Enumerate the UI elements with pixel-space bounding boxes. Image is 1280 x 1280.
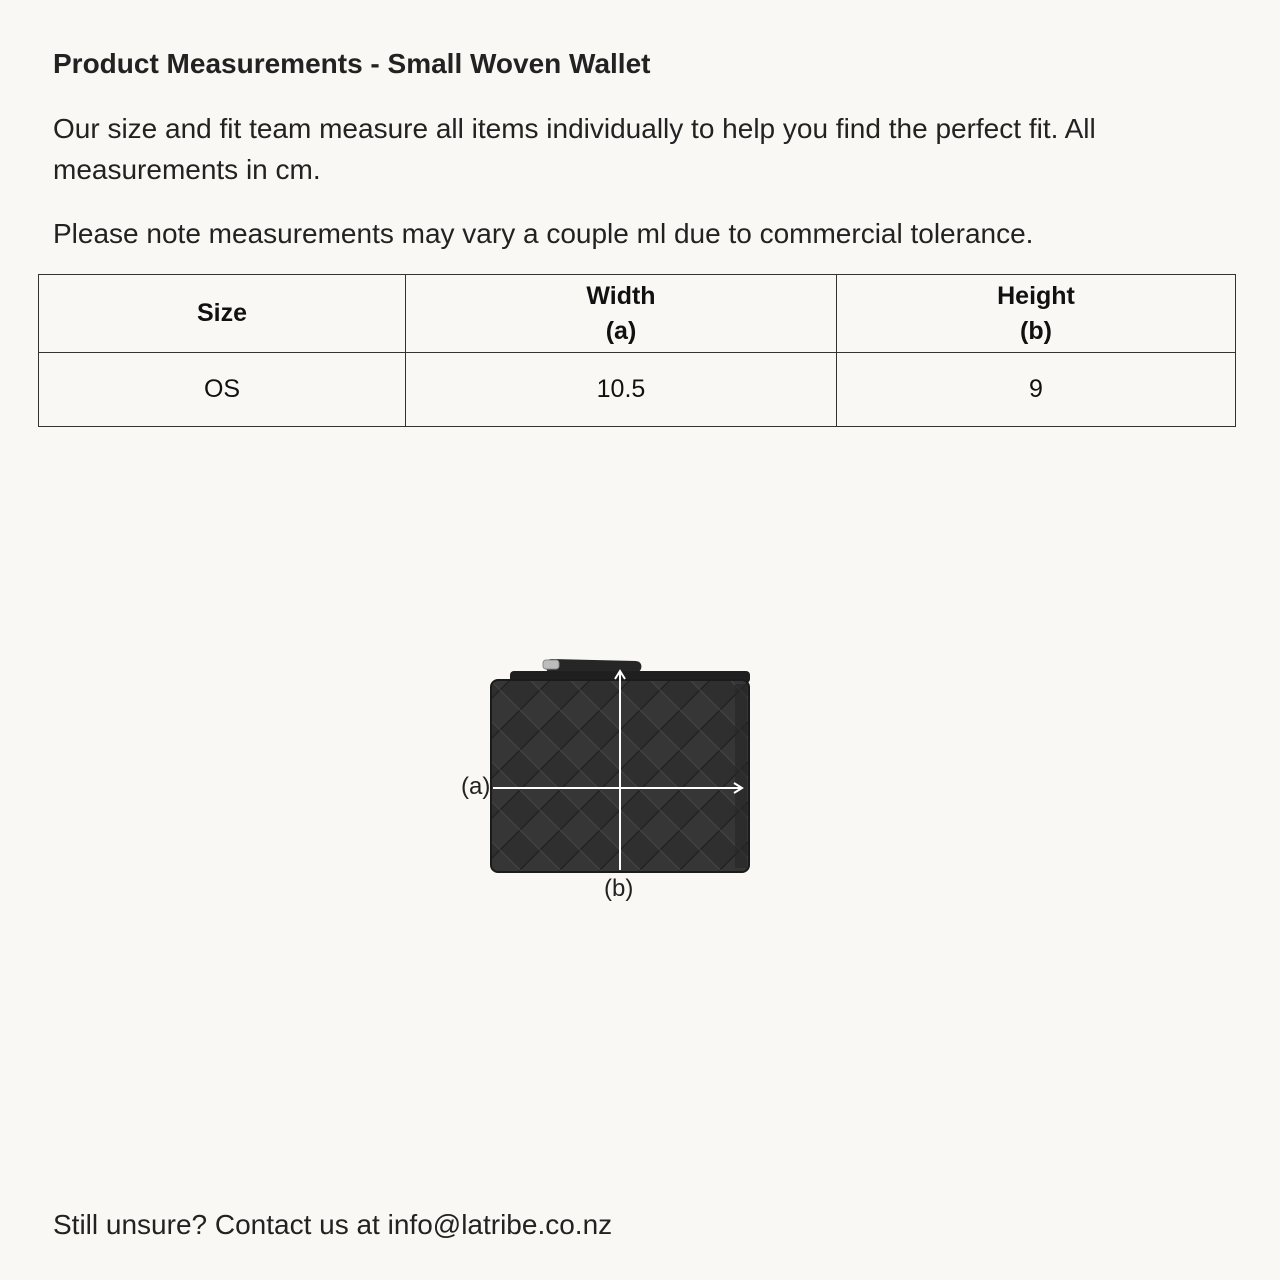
header-height: [837, 275, 1236, 353]
header-size: [39, 275, 406, 353]
table-header-row: [39, 275, 1236, 353]
width-marker-label: (a): [461, 773, 491, 800]
header-height-marker: (b): [1020, 316, 1052, 345]
measurements-table: [38, 274, 1236, 427]
table-row: [39, 353, 1236, 427]
zipper-slider: [543, 660, 559, 669]
cell-height: 9: [837, 353, 1236, 427]
tolerance-note: Please note measurements may vary a couple ml due to commercial tolerance.: [53, 218, 1034, 249]
page-title: Product Measurements - Small Woven Wallet: [53, 48, 651, 79]
cell-width: 10.5: [406, 353, 837, 427]
header-height-label: Height: [997, 281, 1075, 310]
header-width: [406, 275, 837, 353]
height-marker-label: (b): [604, 875, 634, 902]
contact-text: Still unsure? Contact us at info@latribe.co.nz: [53, 1209, 613, 1240]
header-width-marker: (a): [605, 316, 637, 345]
cell-size: OS: [39, 353, 406, 427]
header-width-label: Width: [586, 281, 656, 310]
header-size-label: Size: [196, 299, 248, 327]
intro-text: Our size and fit team measure all items individually to help you find the perfect fit. All measurements in cm.: [53, 113, 1096, 185]
wallet-measurement-diagram: [440, 650, 780, 920]
